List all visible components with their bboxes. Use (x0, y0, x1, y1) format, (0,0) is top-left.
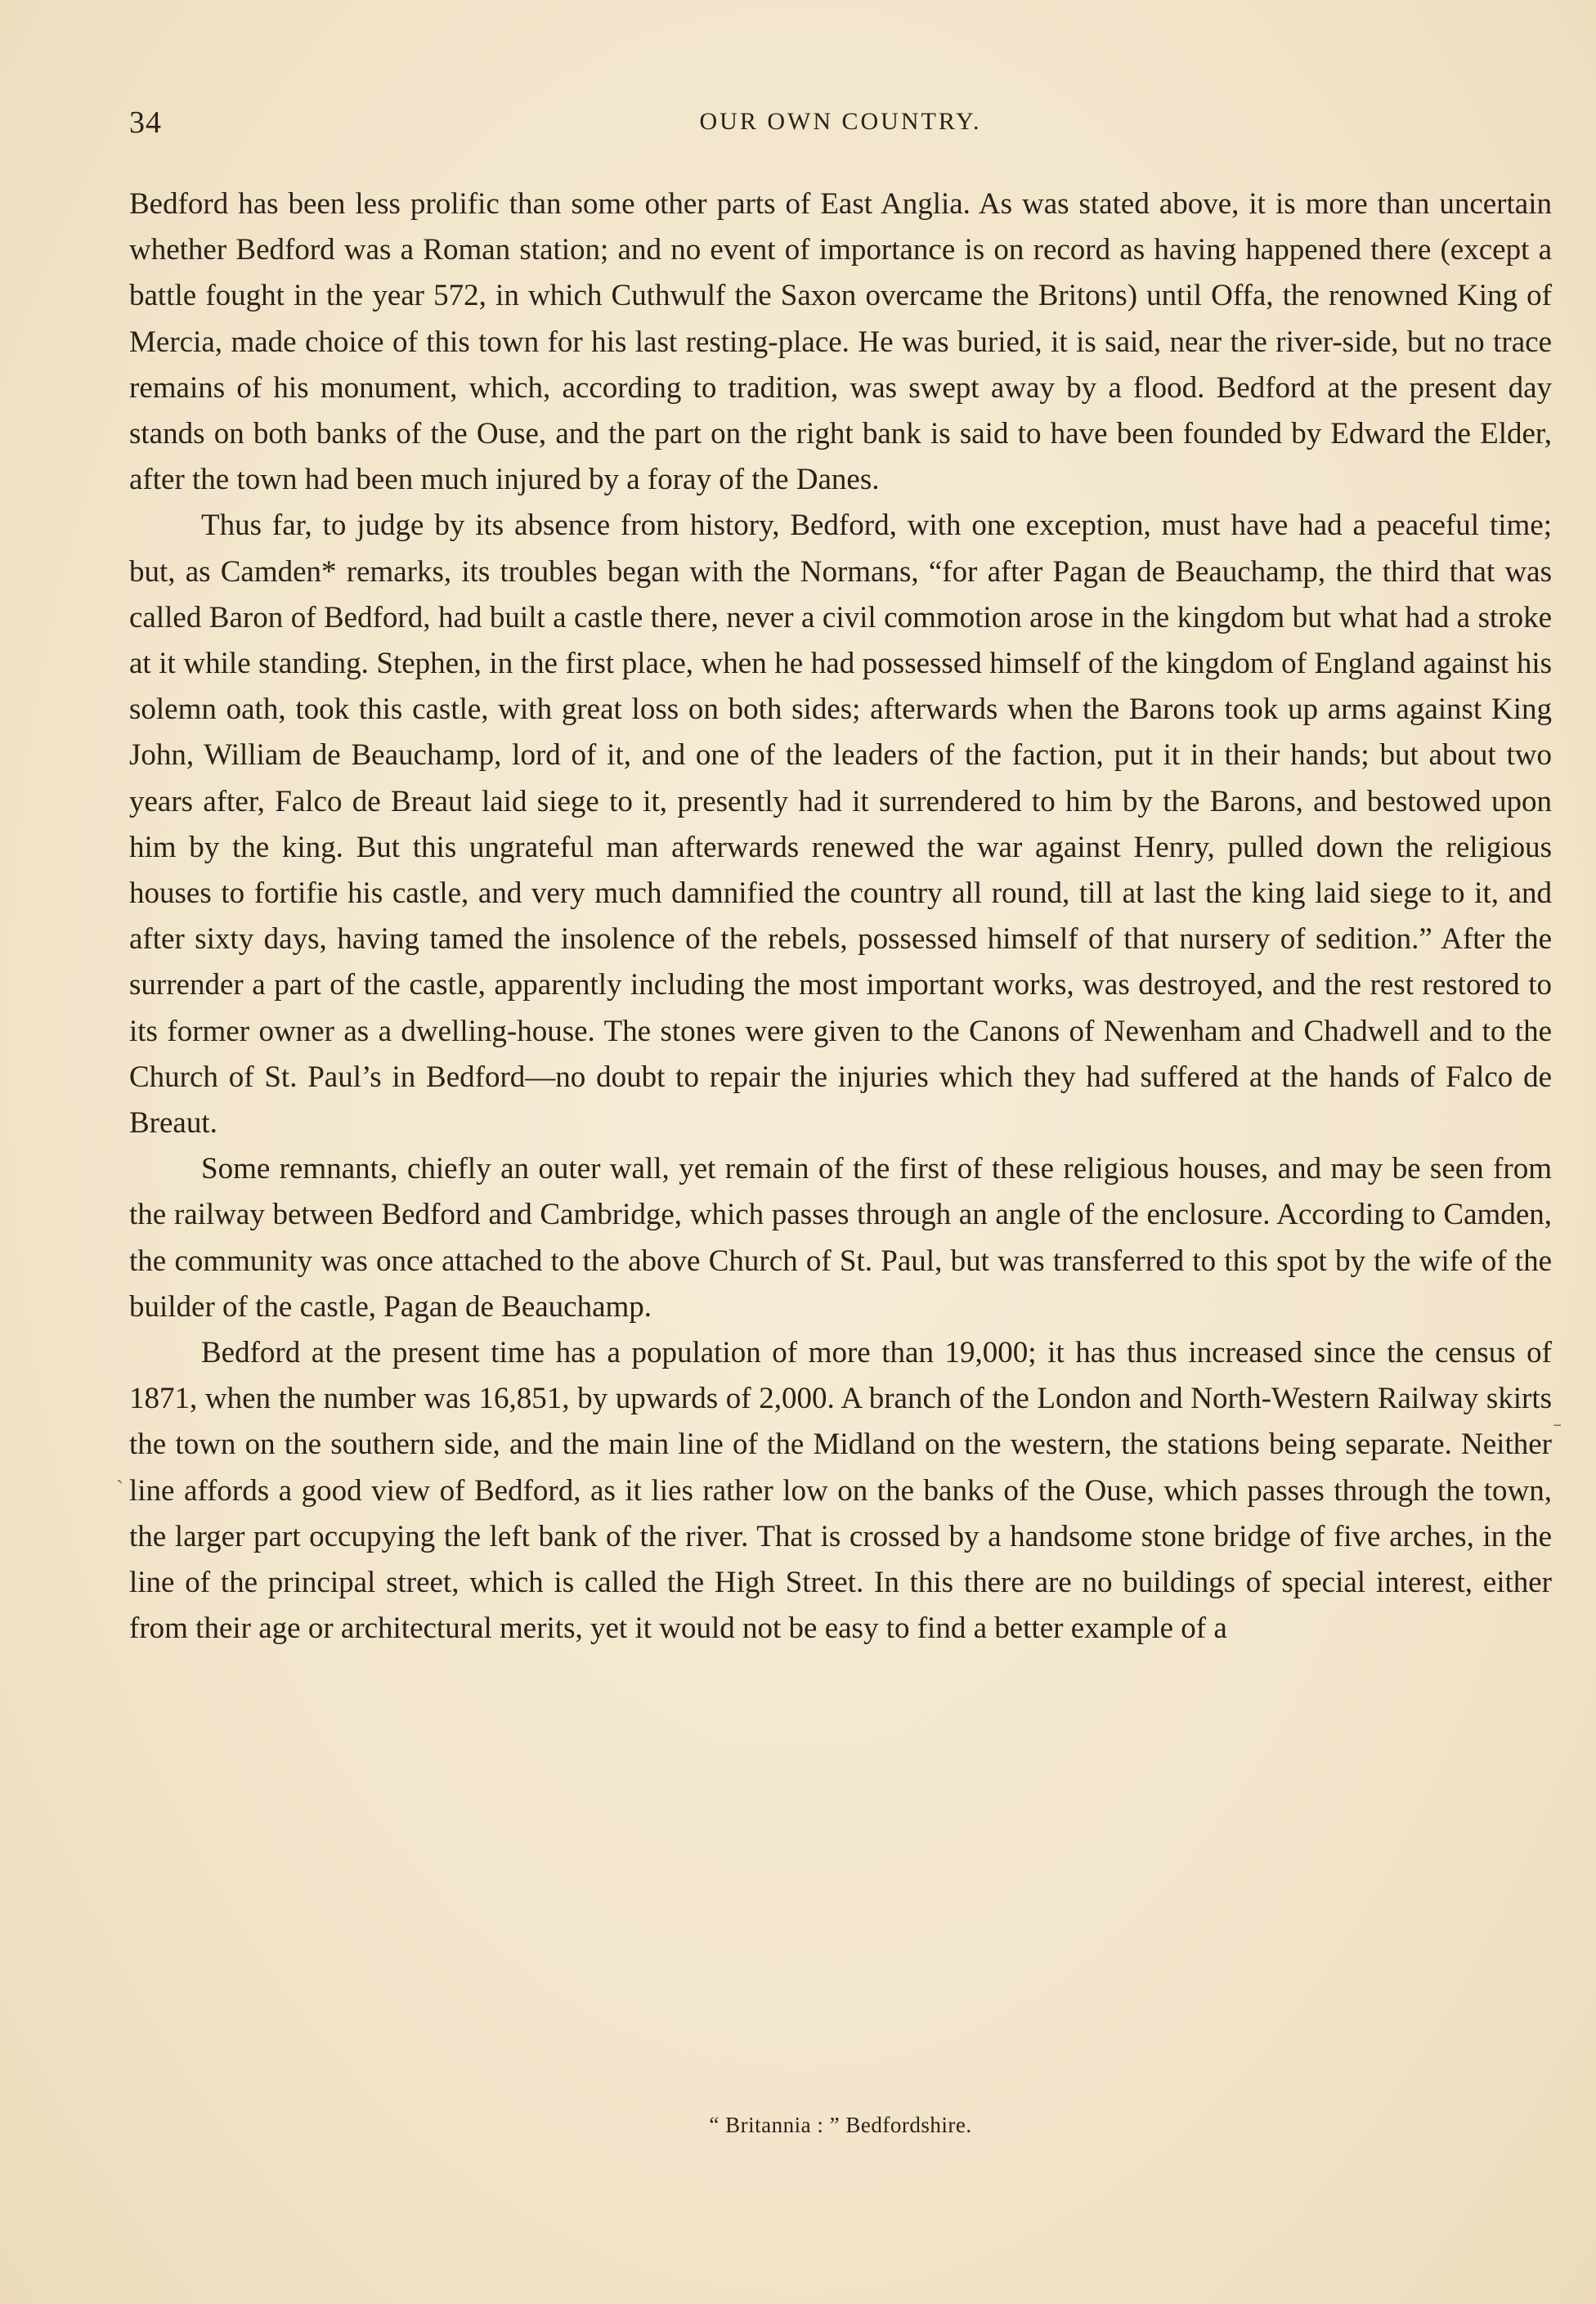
paragraph-2: Thus far, to judge by its absence from history, Bedford, with one exception, must have had a peaceful time; but, as Camden* remarks, its troubles began with the Normans, “for after Pagan de Beauchamp, the third that was called Baron of Bedford, had built a castle there, never a civil commotion arose in the kingdom but what had a stroke at it while standing. Stephen, in the first place, when he had possessed himself of the kingdom of England against his solemn oath, took this castle, with great loss on both sides; afterwards when the Barons took up arms against King John, William de Beauchamp, lord of it, and one of the leaders of the faction, put it in their hands; but about two years after, Falco de Breaut laid siege to it, presently had it surrendered to him by the Barons, and bestowed upon him by the king. But this ungrateful man afterwards renewed the war against Henry, pulled down the religious houses to fortifie his castle, and very much damnified the country all round, till at last the king laid siege to it, and after sixty days, having tamed the insolence of the rebels, possessed himself of that nursery of sedition.” After the surrender a part of the castle, apparently including the most important works, was destroyed, and the rest restored to its former owner as a dwelling-house. The stones were given to the Canons of Newenham and Chadwell and to the Church of St. Paul’s in Bedford—no doubt to repair the injuries which they had suffered at the hands of Falco de Breaut. (129, 509, 1552, 1141)
running-title: OUR OWN COUNTRY. (699, 108, 982, 135)
body-text (129, 182, 1552, 1652)
margin-tick-mark: ˉ (1553, 1419, 1562, 1445)
page-header (129, 105, 1552, 146)
margin-tick-mark: ˋ (116, 1477, 124, 1502)
footnote: “ Britannia : ” Bedfordshire. (709, 2113, 972, 2137)
paragraph-1: Bedford has been less prolific than some other parts of East Anglia. As was stated above, it is more than uncertain whether Bedford was a Roman station; and no event of importance is on record as having happened there (except a battle fought in the year 572, in which Cuthwulf the Saxon overcame the Britons) until Offa, the renowned King of Mercia, made choice of this town for his last resting-place. He was buried, it is said, near the river-side, but no trace remains of his monument, which, according to tradition, was swept away by a flood. Bedford at the present day stands on both banks of the Ouse, and the part on the right bank is said to have been founded by Edward the Elder, after the town had been much injured by a foray of the Danes. (129, 187, 1552, 497)
paragraph-4: Bedford at the present time has a population of more than 19,000; it has thus increased since the census of 1871, when the number was 16,851, by upwards of 2,000. A branch of the London and North-Western Railway skirts the town on the southern side, and the main line of the Midland on the western, the stations being separate. Neither line affords a good view of Bedford, as it lies rather low on the banks of the Ouse, which passes through the town, the larger part occupying the left bank of the river. That is crossed by a handsome stone bridge of five arches, in the line of the principal street, which is called the High Street. In this there are no buildings of special interest, either from their age or architectural merits, yet it would not be easy to find a better example of a (129, 1336, 1552, 1646)
page-number: 34 (129, 105, 162, 140)
paragraph-3: Some remnants, chiefly an outer wall, yet remain of the first of these religious houses, and may be seen from the railway between Bedford and Cambridge, which passes through an angle of the enclosure. According to Camden, the community was once attached to the above Church of St. Paul, but was transferred to this spot by the wife of the builder of the castle, Pagan de Beauchamp. (129, 1152, 1552, 1324)
